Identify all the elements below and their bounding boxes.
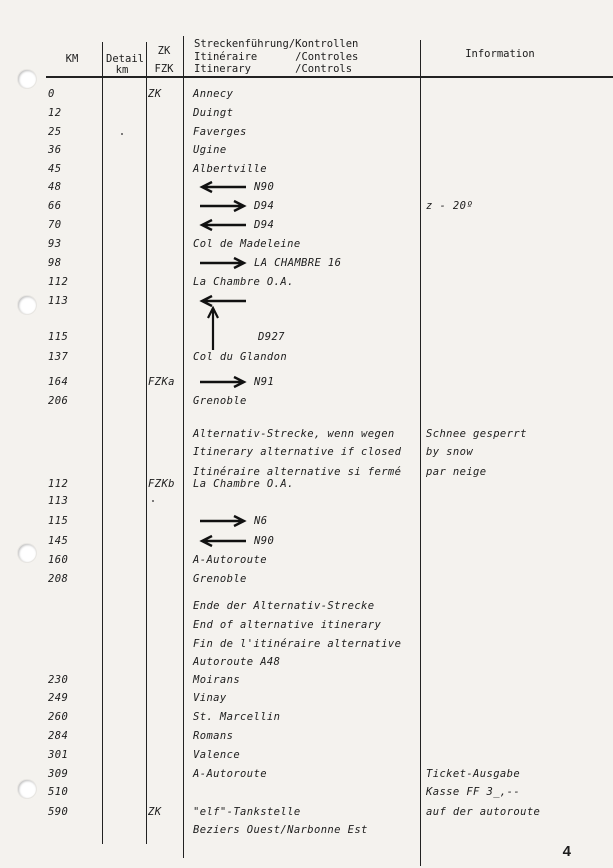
row-km: 208	[48, 573, 69, 585]
row-km: 93	[48, 238, 62, 250]
row-itinerary: Grenoble	[193, 573, 247, 585]
row-itinerary: Romans	[193, 730, 234, 742]
column-divider	[183, 36, 184, 858]
row-control-zk: FZKb	[148, 478, 175, 490]
row-km: 113	[48, 295, 69, 307]
row-itinerary: Autoroute A48	[193, 656, 281, 668]
row-km: 115	[48, 515, 69, 527]
row-information: by snow	[426, 446, 474, 458]
row-km: 25	[48, 126, 62, 138]
row-itinerary: A-Autoroute	[193, 768, 267, 780]
row-control-zk: ZK	[148, 806, 162, 818]
binder-hole	[18, 296, 36, 314]
binder-hole	[18, 544, 36, 562]
row-km: 260	[48, 711, 69, 723]
row-itinerary: N91	[254, 376, 275, 388]
row-itinerary: Duingt	[193, 107, 234, 119]
header-itinerary-de: Streckenführung/Kontrollen	[194, 38, 359, 50]
row-information: z - 20º	[426, 200, 474, 212]
row-itinerary: Albertville	[193, 163, 267, 175]
paper-mark	[121, 133, 123, 135]
row-km: 590	[48, 806, 69, 818]
row-itinerary: Col de Madeleine	[193, 238, 301, 250]
row-itinerary: N90	[254, 535, 275, 547]
row-km: 301	[48, 749, 69, 761]
arrow-right-icon	[198, 514, 250, 528]
row-km: 115	[48, 331, 69, 343]
row-km: 70	[48, 219, 62, 231]
header-itinerary-en: Itinerary /Controls	[194, 63, 353, 75]
row-km: 249	[48, 692, 69, 704]
row-km: 36	[48, 144, 62, 156]
arrow-up-icon	[206, 306, 220, 352]
row-km: 309	[48, 768, 69, 780]
row-km: 12	[48, 107, 62, 119]
row-km: 510	[48, 786, 69, 798]
header-km: KM	[65, 53, 79, 65]
row-itinerary: La Chambre O.A.	[193, 276, 294, 288]
row-km: 48	[48, 181, 62, 193]
row-itinerary: Faverges	[193, 126, 247, 138]
header-detail-km: km	[115, 64, 129, 76]
row-itinerary: Alternativ-Strecke, wenn wegen	[193, 428, 395, 440]
row-itinerary: D94	[254, 219, 275, 231]
row-itinerary: Itinéraire alternative si fermé	[193, 466, 402, 478]
row-itinerary: Valence	[193, 749, 241, 761]
row-itinerary: Itinerary alternative if closed	[193, 446, 402, 458]
row-itinerary: Col du Glandon	[193, 351, 288, 363]
row-itinerary: Ende der Alternativ-Strecke	[193, 600, 375, 612]
row-itinerary: Moirans	[193, 674, 241, 686]
arrow-right-icon	[198, 199, 250, 213]
arrow-right-icon	[198, 375, 250, 389]
row-km: 145	[48, 535, 69, 547]
row-itinerary: Annecy	[193, 88, 234, 100]
header-zk: ZK	[157, 45, 171, 57]
row-information: par neige	[426, 466, 487, 478]
column-divider	[102, 42, 103, 844]
column-divider	[146, 42, 147, 844]
row-km: 137	[48, 351, 69, 363]
page-number: 4	[562, 843, 571, 860]
row-itinerary: D94	[254, 200, 275, 212]
row-km: 45	[48, 163, 62, 175]
row-itinerary: La Chambre O.A.	[193, 478, 294, 490]
row-itinerary: Grenoble	[193, 395, 247, 407]
header-itinerary-fr: Itinéraire /Controles	[194, 51, 359, 63]
row-itinerary: N6	[254, 515, 268, 527]
binder-hole	[18, 70, 36, 88]
row-itinerary: Fin de l'itinéraire alternative	[193, 638, 402, 650]
row-information: auf der autoroute	[426, 806, 541, 818]
row-km: 0	[48, 88, 55, 100]
row-information: Kasse FF 3_,--	[426, 786, 521, 798]
header-fzk: FZK	[154, 63, 174, 75]
row-km: 112	[48, 276, 69, 288]
row-km: 98	[48, 257, 62, 269]
arrow-right-icon	[198, 256, 250, 270]
row-itinerary: End of alternative itinerary	[193, 619, 382, 631]
row-control-zk: ZK	[148, 88, 162, 100]
row-control-zk: FZKa	[148, 376, 175, 388]
row-km: 206	[48, 395, 69, 407]
arrow-left-icon	[198, 534, 250, 548]
row-km: 230	[48, 674, 69, 686]
row-itinerary: Beziers Ouest/Narbonne Est	[193, 824, 368, 836]
row-information: Schnee gesperrt	[426, 428, 527, 440]
row-information: Ticket-Ausgabe	[426, 768, 521, 780]
header-information: Information	[465, 48, 535, 60]
row-itinerary: "elf"-Tankstelle	[193, 806, 301, 818]
row-itinerary: N90	[254, 181, 275, 193]
row-km: 164	[48, 376, 69, 388]
row-km: 112	[48, 478, 69, 490]
row-km: 160	[48, 554, 69, 566]
row-km: 113	[48, 495, 69, 507]
arrow-left-icon	[198, 218, 250, 232]
row-itinerary: LA CHAMBRE 16	[254, 257, 342, 269]
row-km: 284	[48, 730, 69, 742]
row-km: 66	[48, 200, 62, 212]
paper-mark	[152, 500, 154, 502]
arrow-left-icon	[198, 180, 250, 194]
row-itinerary: Vinay	[193, 692, 227, 704]
binder-hole	[18, 780, 36, 798]
row-itinerary: A-Autoroute	[193, 554, 267, 566]
header-detail: Detail	[106, 53, 144, 65]
row-itinerary: D927	[258, 331, 285, 343]
row-itinerary: Ugine	[193, 144, 227, 156]
column-divider	[420, 40, 421, 866]
row-itinerary: St. Marcellin	[193, 711, 281, 723]
